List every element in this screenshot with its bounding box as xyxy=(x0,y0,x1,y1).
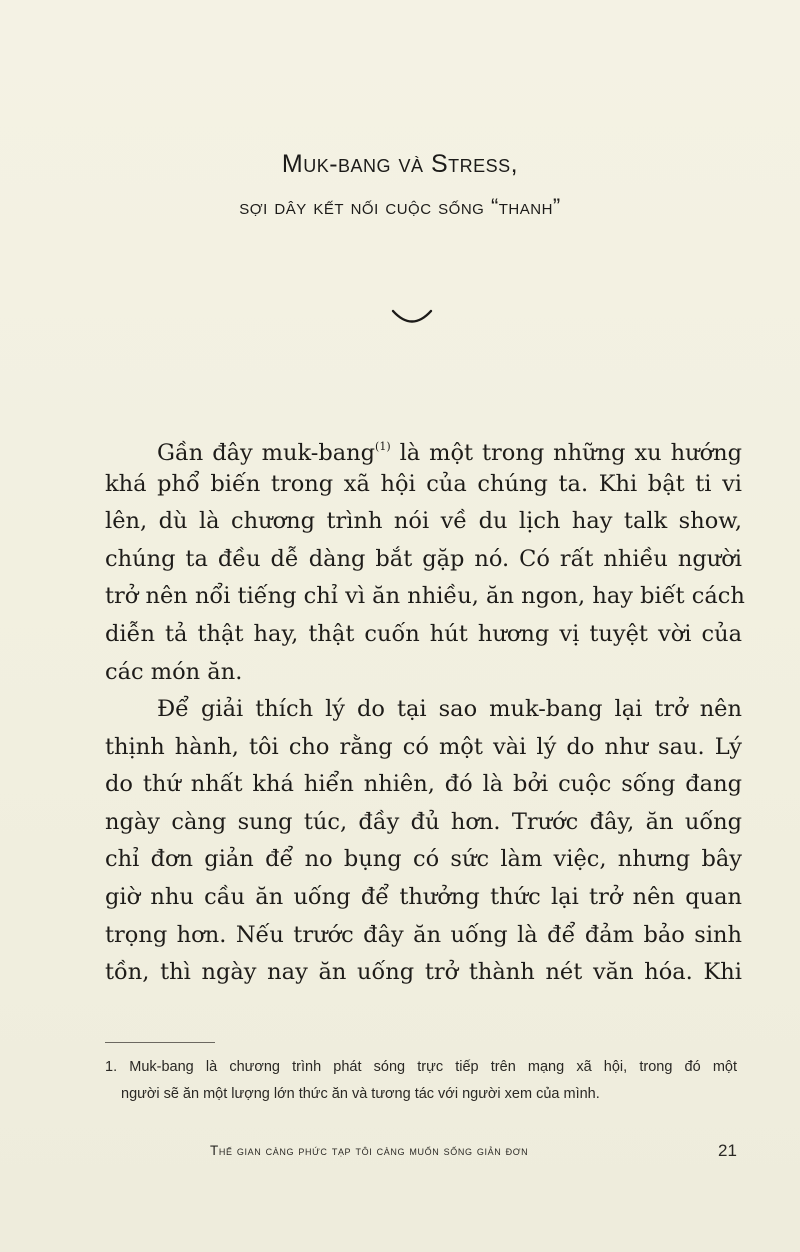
text-line: giờ nhu cầu ăn uống để thưởng thức lại trở nên quan xyxy=(105,883,742,910)
text-line: diễn tả thật hay, thật cuốn hút hương vị tuyệt vời của xyxy=(105,620,742,647)
text-line: lên, dù là chương trình nói về du lịch hay talk show, xyxy=(105,508,742,535)
text-line: trọng hơn. Nếu trước đây ăn uống là để đảm bảo sinh xyxy=(105,921,742,948)
text-line: tồn, thì ngày nay ăn uống trở thành nét văn hóa. Khi xyxy=(105,959,742,986)
page-number: 21 xyxy=(718,1141,737,1160)
body-text-continued xyxy=(105,729,742,992)
body-text-continued xyxy=(105,466,745,692)
text-line: trở nên nổi tiếng chỉ vì ăn nhiều, ăn ngon, hay biết cách xyxy=(105,583,745,610)
chapter-title: Muk-bang và Stress, xyxy=(281,150,519,178)
footnote-line: 1. Muk-bang là chương trình phát sóng trực tiếp trên mạng xã hội, trong đó một xyxy=(105,1059,737,1075)
paragraph xyxy=(157,691,742,729)
text-line: thịnh hành, tôi cho rằng có một vài lý do như sau. Lý xyxy=(105,733,742,760)
text-line: do thứ nhất khá hiển nhiên, đó là bởi cuộc sống đang xyxy=(105,771,742,798)
footnote-marker[interactable]: (1) xyxy=(375,440,391,453)
text-line: chúng ta đều dễ dàng bắt gặp nó. Có rất nhiều người xyxy=(105,545,742,572)
text-run: Gần đây muk-bang xyxy=(157,440,376,466)
footnote xyxy=(105,1054,737,1108)
chapter-subtitle: sợi dây kết nối cuộc sống “thanh” xyxy=(239,194,561,219)
ornament-icon xyxy=(390,306,434,328)
text-line: Để giải thích lý do tại sao muk-bang lại trở nên xyxy=(157,696,742,722)
text-line: chỉ đơn giản để no bụng có sức làm việc, nhưng bây xyxy=(105,846,742,873)
text-run: là một trong những xu hướng xyxy=(390,440,743,466)
text-line: các món ăn. xyxy=(105,658,243,685)
text-line: khá phổ biến trong xã hội của chúng ta. Khi bật ti vi xyxy=(105,470,742,497)
footnote-line: người sẽ ăn một lượng lớn thức ăn và tương tác với người xem của mình. xyxy=(121,1086,600,1102)
footnote-divider xyxy=(105,1042,215,1043)
text-line: ngày càng sung túc, đầy đủ hơn. Trước đây, ăn uống xyxy=(105,808,742,835)
running-footer: Thế gian càng phức tạp tôi càng muốn sống giản đơn xyxy=(210,1143,529,1158)
